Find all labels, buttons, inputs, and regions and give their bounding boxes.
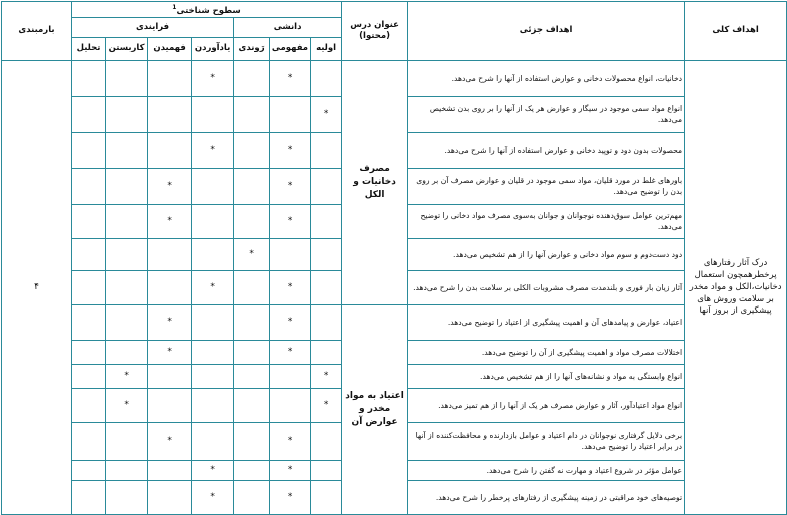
analysis-mark-cell — [72, 96, 106, 132]
conceptual-mark-cell — [270, 96, 311, 132]
partial-goal-cell: توصیه‌های خود مراقبتی در زمینه پیشگیری از رفتارهای پرخطر را شرح می‌دهد. — [408, 480, 685, 514]
table-row — [2, 304, 787, 340]
understanding-mark-cell: * — [148, 422, 192, 460]
procedural-mark-cell — [234, 364, 270, 388]
remembering-header: یادآوردن — [192, 37, 234, 60]
applying-mark-cell — [106, 270, 148, 304]
primary-mark-cell — [311, 270, 342, 304]
partial-goal-cell: اعتیاد، عوارض و پیامدهای آن و اهمیت پیشگیری از اعتیاد را توضیح می‌دهد. — [408, 304, 685, 340]
applying-mark-cell — [106, 340, 148, 364]
cognitive-levels-header — [72, 2, 342, 18]
primary-mark-cell — [311, 132, 342, 168]
primary-mark-cell — [311, 304, 342, 340]
knowledge-header: دانشی — [234, 17, 342, 37]
primary-mark-cell — [311, 480, 342, 514]
primary-mark-cell — [311, 238, 342, 270]
procedural-mark-cell — [234, 340, 270, 364]
applying-mark-cell: * — [106, 364, 148, 388]
procedural-mark-cell — [234, 304, 270, 340]
procedural-mark-cell — [234, 168, 270, 204]
applying-mark-cell — [106, 238, 148, 270]
understanding-mark-cell: * — [148, 304, 192, 340]
primary-mark-cell — [311, 60, 342, 96]
applying-mark-cell — [106, 480, 148, 514]
conceptual-mark-cell: * — [270, 460, 311, 480]
remembering-mark-cell — [192, 204, 234, 238]
primary-mark-cell — [311, 204, 342, 238]
partial-goals-header: اهداف جزئی — [408, 2, 685, 61]
applying-mark-cell — [106, 60, 148, 96]
remembering-mark-cell: * — [192, 60, 234, 96]
analysis-mark-cell — [72, 132, 106, 168]
lesson-title-cell: اعتیاد به مواد مخدر و عوارض آن — [342, 304, 408, 514]
applying-mark-cell — [106, 422, 148, 460]
understanding-mark-cell — [148, 238, 192, 270]
understanding-mark-cell — [148, 132, 192, 168]
analysis-mark-cell — [72, 168, 106, 204]
applying-mark-cell: * — [106, 388, 148, 422]
partial-goal-cell: باورهای غلط در مورد قلیان، مواد سمی موجود در قلیان و عوارض مصرف آن بر روی بدن را توضیح می‌دهد. — [408, 168, 685, 204]
cognitive-levels-label: سطوح شناختی — [176, 5, 241, 16]
remembering-mark-cell — [192, 422, 234, 460]
process-header: فرایندی — [72, 17, 234, 37]
remembering-mark-cell: * — [192, 132, 234, 168]
understanding-mark-cell — [148, 270, 192, 304]
understanding-mark-cell — [148, 480, 192, 514]
remembering-mark-cell — [192, 168, 234, 204]
applying-header: کاربستن — [106, 37, 148, 60]
conceptual-mark-cell: * — [270, 168, 311, 204]
remembering-mark-cell: * — [192, 480, 234, 514]
partial-goal-cell: دود دست‌دوم و سوم مواد دخانی و عوارض آنها را از هم تشخیص می‌دهد. — [408, 238, 685, 270]
primary-header: اولیه — [311, 37, 342, 60]
analysis-mark-cell — [72, 60, 106, 96]
conceptual-mark-cell: * — [270, 270, 311, 304]
scoring-header: بارمبندی — [2, 2, 72, 61]
applying-mark-cell — [106, 132, 148, 168]
remembering-mark-cell — [192, 238, 234, 270]
table-row — [2, 60, 787, 96]
remembering-mark-cell — [192, 364, 234, 388]
primary-mark-cell — [311, 168, 342, 204]
analysis-mark-cell — [72, 270, 106, 304]
conceptual-mark-cell — [270, 388, 311, 422]
lesson-title-header: عنوان درس (محتوا) — [342, 2, 408, 61]
procedural-mark-cell — [234, 422, 270, 460]
understanding-mark-cell: * — [148, 168, 192, 204]
analysis-mark-cell — [72, 238, 106, 270]
procedural-mark-cell — [234, 270, 270, 304]
understanding-mark-cell — [148, 364, 192, 388]
primary-mark-cell: * — [311, 364, 342, 388]
partial-goal-cell: انواع مواد سمی موجود در سیگار و عوارض هر یک از آنها را بر روی بدن تشخیص می‌دهد. — [408, 96, 685, 132]
remembering-mark-cell — [192, 340, 234, 364]
conceptual-mark-cell — [270, 238, 311, 270]
partial-goal-cell: انواع وابستگی به مواد و نشانه‌های آنها را از هم تشخیص می‌دهد. — [408, 364, 685, 388]
general-goals-header: اهداف کلی — [685, 2, 787, 61]
conceptual-mark-cell: * — [270, 204, 311, 238]
partial-goal-cell: مهم‌ترین عوامل سوق‌دهنده نوجوانان و جوانان به‌سوی مصرف مواد دخانی را توضیح می‌دهد. — [408, 204, 685, 238]
conceptual-mark-cell: * — [270, 480, 311, 514]
table-body — [2, 60, 787, 514]
partial-goal-cell: انواع مواد اعتیادآور، آثار و عوارض مصرف هر یک از آنها را از هم تمیز می‌دهد. — [408, 388, 685, 422]
conceptual-mark-cell: * — [270, 340, 311, 364]
understanding-mark-cell — [148, 60, 192, 96]
score-cell: ۴ — [2, 60, 72, 514]
primary-mark-cell: * — [311, 388, 342, 422]
conceptual-mark-cell — [270, 364, 311, 388]
understanding-mark-cell — [148, 96, 192, 132]
procedural-mark-cell — [234, 388, 270, 422]
understanding-header: فهمیدن — [148, 37, 192, 60]
analysis-mark-cell — [72, 480, 106, 514]
procedural-mark-cell — [234, 460, 270, 480]
partial-goal-cell: دخانیات، انواع محصولات دخانی و عوارض استفاده از آنها را شرح می‌دهد. — [408, 60, 685, 96]
understanding-mark-cell: * — [148, 204, 192, 238]
remembering-mark-cell — [192, 388, 234, 422]
conceptual-mark-cell: * — [270, 132, 311, 168]
conceptual-header: مفهومی — [270, 37, 311, 60]
applying-mark-cell — [106, 460, 148, 480]
primary-mark-cell — [311, 422, 342, 460]
conceptual-mark-cell: * — [270, 422, 311, 460]
analysis-mark-cell — [72, 340, 106, 364]
general-goal-cell: درک آثار رفتارهای پرخطرهمچون استعمال دخانیات،الکل و مواد مخدر بر سلامت وروش های پیشگیری از بروز آنها — [685, 60, 787, 514]
primary-mark-cell — [311, 460, 342, 480]
analysis-mark-cell — [72, 422, 106, 460]
conceptual-mark-cell: * — [270, 60, 311, 96]
primary-mark-cell: * — [311, 96, 342, 132]
partial-goal-cell: برخی دلایل گرفتاری نوجوانان در دام اعتیاد و عوامل بازدارنده و محافظت‌کننده از آنها در برابر اعتیاد را توضیح می‌دهد. — [408, 422, 685, 460]
partial-goal-cell: محصولات بدون دود و توپید دخانی و عوارض استفاده از آنها را شرح می‌دهد. — [408, 132, 685, 168]
understanding-mark-cell — [148, 388, 192, 422]
understanding-mark-cell: * — [148, 340, 192, 364]
understanding-mark-cell — [148, 460, 192, 480]
analysis-mark-cell — [72, 388, 106, 422]
applying-mark-cell — [106, 204, 148, 238]
primary-mark-cell — [311, 340, 342, 364]
partial-goal-cell: عوامل مؤثر در شروع اعتیاد و مهارت نه گفتن را شرح می‌دهد. — [408, 460, 685, 480]
procedural-mark-cell — [234, 60, 270, 96]
applying-mark-cell — [106, 304, 148, 340]
applying-mark-cell — [106, 168, 148, 204]
analysis-header: تحلیل — [72, 37, 106, 60]
remembering-mark-cell: * — [192, 270, 234, 304]
procedural-mark-cell — [234, 96, 270, 132]
table-header — [2, 2, 787, 61]
analysis-mark-cell — [72, 304, 106, 340]
objectives-table — [1, 1, 787, 515]
partial-goal-cell: اختلالات مصرف مواد و اهمیت پیشگیری از آن را توضیح می‌دهد. — [408, 340, 685, 364]
procedural-header: رَوندی — [234, 37, 270, 60]
procedural-mark-cell — [234, 132, 270, 168]
procedural-mark-cell — [234, 204, 270, 238]
remembering-mark-cell — [192, 304, 234, 340]
analysis-mark-cell — [72, 204, 106, 238]
partial-goal-cell: آثار زیان بار فوری و بلندمدت مصرف مشروبات الکلی بر سلامت بدن را شرح می‌دهد. — [408, 270, 685, 304]
conceptual-mark-cell: * — [270, 304, 311, 340]
remembering-mark-cell: * — [192, 460, 234, 480]
lesson-title-cell: مصرف دخانیات و الکل — [342, 60, 408, 304]
applying-mark-cell — [106, 96, 148, 132]
analysis-mark-cell — [72, 460, 106, 480]
procedural-mark-cell: * — [234, 238, 270, 270]
remembering-mark-cell — [192, 96, 234, 132]
procedural-mark-cell — [234, 480, 270, 514]
analysis-mark-cell — [72, 364, 106, 388]
footnote-marker: 1 — [172, 4, 177, 11]
